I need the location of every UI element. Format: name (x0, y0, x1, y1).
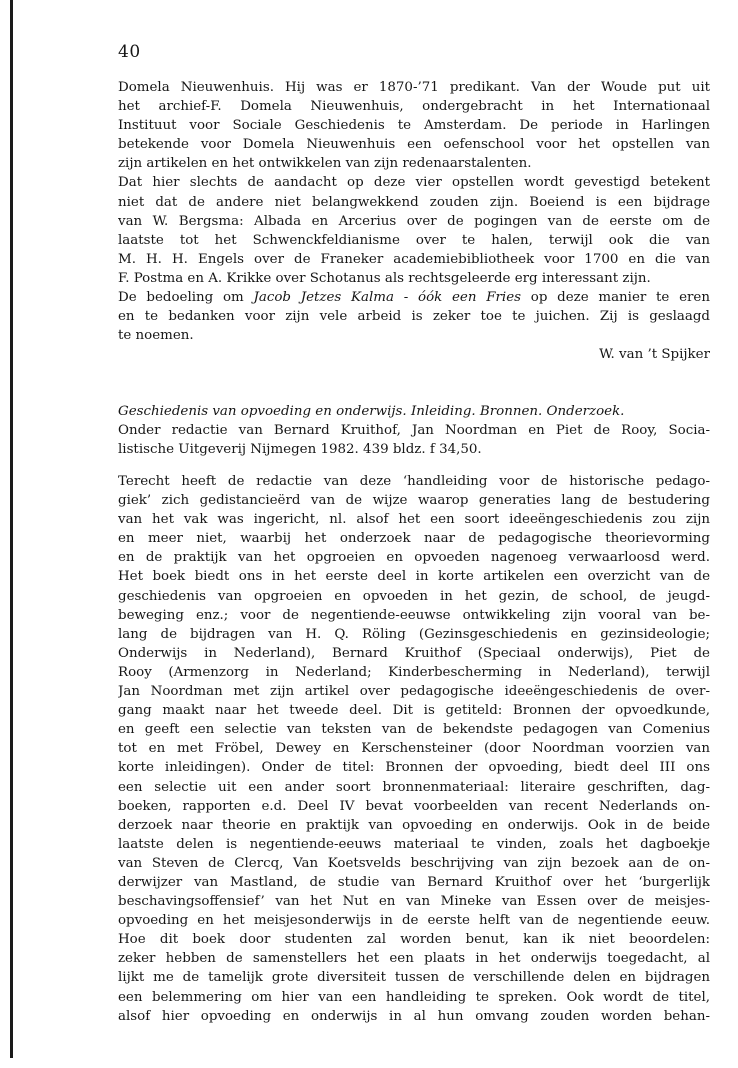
text-line: M. H. H. Engels over de Franeker academiebibliotheek voor 1700 en die van (118, 251, 710, 267)
review-continuation (118, 78, 710, 364)
text-line: korte inleidingen). Onder de titel: Bronnen der opvoeding, biedt deel III ons (118, 760, 710, 776)
text-line: gang maakt naar het tweede deel. Dit is getiteld: Bronnen der opvoedkunde, (118, 703, 710, 719)
text-line: derzoek naar theorie en praktijk van opvoeding en onderwijs. Ook in de beide (118, 817, 710, 833)
book-title: Jacob Jetzes Kalma - óók een Fries (253, 290, 521, 306)
text-line: en de praktijk van het opgroeien en opvoeden nagenoeg verwaarloosd werd. (118, 550, 710, 566)
text-line: te noemen. (118, 328, 194, 344)
text-line: Domela Nieuwenhuis. Hij was er 1870-’71 predikant. Van der Woude put uit (118, 80, 710, 95)
text-line: beweging enz.; voor de negentiende-eeuwse ontwikkeling zijn vooral van be- (118, 607, 710, 623)
text-line: van het vak was ingericht, nl. alsof het een soort ideeëngeschiedenis zou zijn (118, 512, 710, 528)
text-line: lijkt me de tamelijk grote diversiteit tussen de verschillende delen en bijdragen (118, 970, 710, 986)
text-line: Instituut voor Sociale Geschiedenis te Amsterdam. De periode in Harlingen (118, 118, 710, 134)
left-margin-rule (10, 0, 13, 1058)
text-line: Dat hier slechts de aandacht op deze vier opstellen wordt gevestigd betekent (118, 175, 710, 191)
text-line: alsof hier opvoeding en onderwijs in al hun omvang zouden worden behan- (118, 1008, 710, 1024)
text-line: niet dat de andere niet belangwekkend zouden zijn. Boeiend is een bijdrage (118, 194, 710, 210)
text-line: van W. Bergsma: Albada en Arcerius over de pogingen van de eerste om de (118, 213, 710, 229)
text-line: zeker hebben de samenstellers het een plaats in het onderwijs toegedacht, al (118, 951, 710, 967)
text-line: beschavingsoffensief’ van het Nut en van Mineke van Essen over de meisjes- (118, 894, 710, 910)
publication-details: listische Uitgeverij Nijmegen 1982. 439 bldz. f 34,50. (118, 442, 482, 458)
review-body (118, 472, 710, 1026)
text-line: en meer niet, waarbij het onderzoek naar de pedagogische theorievorming (118, 531, 710, 547)
text-line: en te bedanken voor zijn vele arbeid is zeker toe te juichen. Zij is geslaagd (118, 309, 710, 325)
reviewer-signature: W. van ’t Spijker (599, 347, 710, 363)
text-line: Onderwijs in Nederland), Bernard Kruithof (Speciaal onderwijs), Piet de (118, 645, 710, 661)
text-line: een selectie uit een ander soort bronnenmateriaal: literaire geschriften, dag- (118, 779, 710, 795)
review-header (118, 402, 710, 459)
text-line: een belemmering om hier van een handleiding te spreken. Ook wordt de titel, (118, 989, 710, 1005)
publication-details: Onder redactie van Bernard Kruithof, Jan Noordman en Piet de Rooy, Socia- (118, 423, 710, 439)
text-line: Rooy (Armenzorg in Nederland; Kinderbescherming in Nederland), terwijl (118, 664, 710, 680)
text-line: derwijzer van Mastland, de studie van Bernard Kruithof over het ‘burgerlijk (118, 874, 710, 890)
text-line: laatste tot het Schwenckfeldianisme over te halen, terwijl ook die van (118, 232, 710, 248)
text-line: Het boek biedt ons in het eerste deel in korte artikelen een overzicht van de (118, 569, 710, 585)
text-line: tot en met Fröbel, Dewey en Kerschensteiner (door Noordman voorzien van (118, 741, 710, 757)
text-line: het archief-F. Domela Nieuwenhuis, ondergebracht in het Internationaal (118, 99, 710, 115)
text-line: Hoe dit boek door studenten zal worden benut, kan ik niet beoordelen: (118, 932, 710, 948)
text-line: Jan Noordman met zijn artikel over pedagogische ideeëngeschiedenis de over- (118, 684, 710, 700)
text-line: van Steven de Clercq, Van Koetsvelds beschrijving van zijn bezoek aan de on- (118, 855, 710, 871)
text-line: en geeft een selectie van teksten van de bekendste pedagogen van Comenius (118, 722, 710, 738)
text-line: laatste delen is negentiende-eeuws materiaal te vinden, zoals het dagboekje (118, 836, 710, 852)
text-line: geschiedenis van opgroeien en opvoeden in het gezin, de school, de jeugd- (118, 588, 710, 604)
text-line: giek’ zich gedistancieërd van de wijze waarop generaties lang de bestudering (118, 493, 710, 509)
closing-sentence: De bedoeling om Jacob Jetzes Kalma - óók een Fries op deze manier te eren (118, 290, 710, 306)
text-line: F. Postma en A. Krikke over Schotanus als rechtsgeleerde erg interessant zijn. (118, 270, 651, 286)
text-line: opvoeding en het meisjesonderwijs in de eerste helft van de negentiende eeuw. (118, 913, 710, 929)
text-line: boeken, rapporten e.d. Deel IV bevat voorbeelden van recent Nederlands on- (118, 798, 710, 814)
text-line: Terecht heeft de redactie van deze ‘handleiding voor de historische pedago- (118, 474, 710, 489)
page-number: 40 (118, 42, 141, 62)
reviewed-book-title: Geschiedenis van opvoeding en onderwijs. Inleiding. Bronnen. Onderzoek. (118, 404, 625, 419)
text-line: zijn artikelen en het ontwikkelen van zijn redenaarstalenten. (118, 156, 532, 172)
text-line: betekende voor Domela Nieuwenhuis een oefenschool voor het opstellen van (118, 137, 710, 153)
text-line: lang de bijdragen van H. Q. Röling (Gezinsgeschiedenis en gezinsideologie; (118, 626, 710, 642)
